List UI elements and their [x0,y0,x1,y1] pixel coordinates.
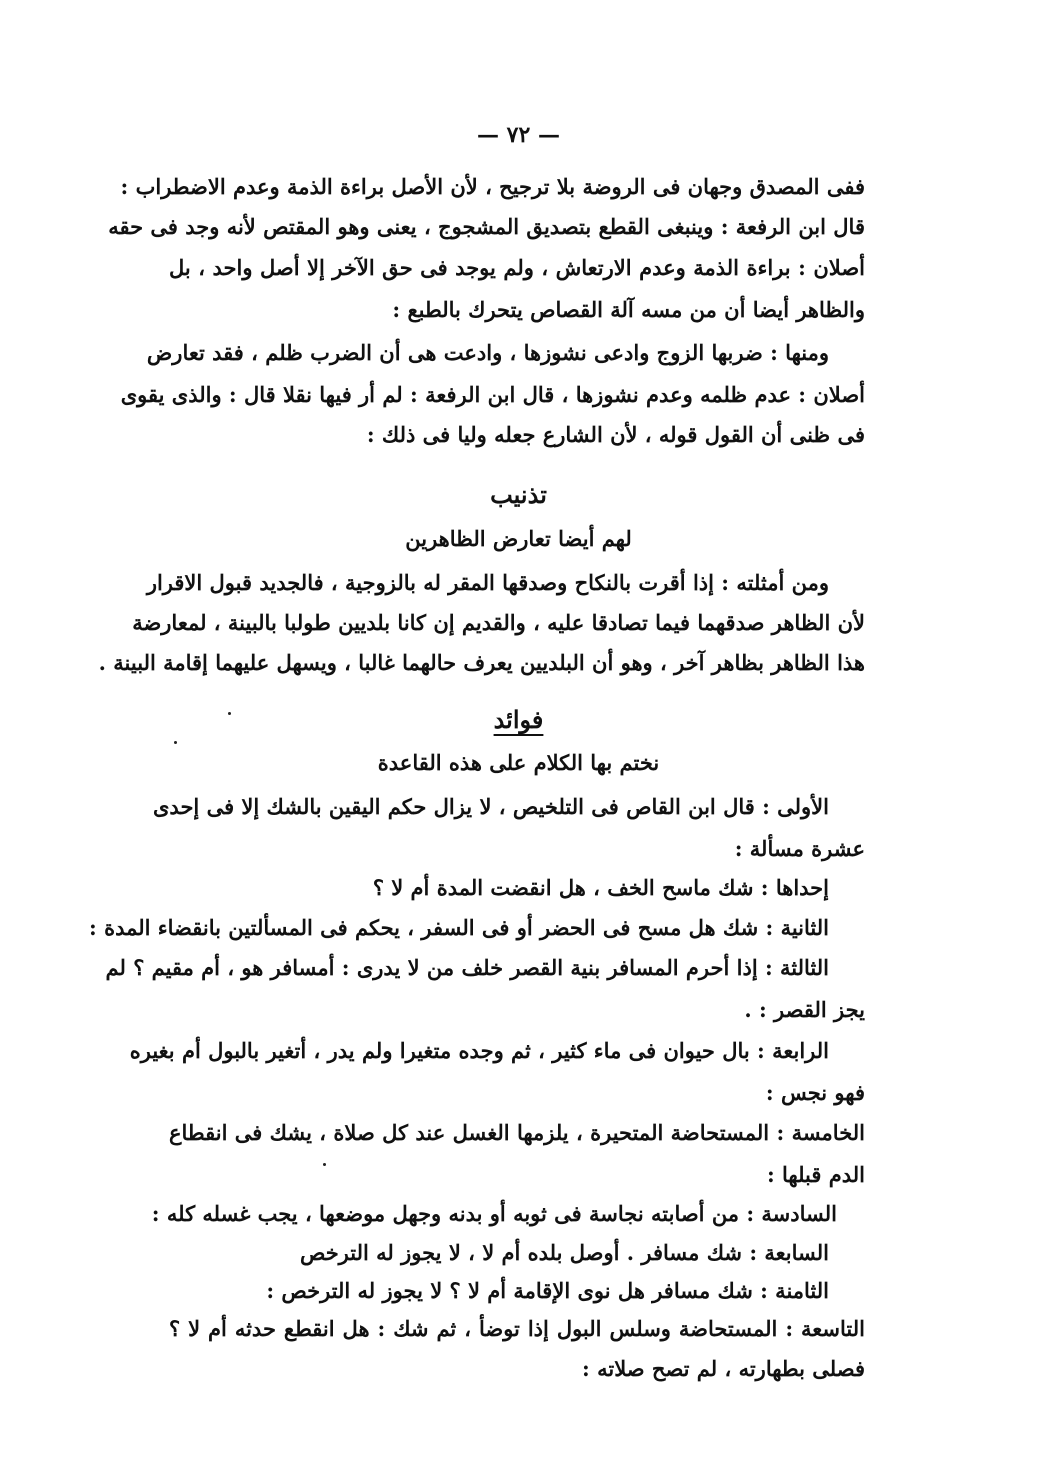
text-line: عشرة مسألة : [734,836,865,861]
text-line: والظاهر أيضا أن من مسه آلة القصاص يتحرك بالطبع : [392,297,865,322]
section-subtitle: لهم أيضا تعارض الظاهرين [405,526,632,551]
ink-speck [174,741,177,744]
list-item: الخامسة : المستحاضة المتحيرة ، يلزمها الغسل عند كل صلاة ، يشك فى انقطاع [169,1120,865,1145]
text-line: الأولى : قال ابن القاص فى التلخيص ، لا يزال حكم اليقين بالشك إلا فى إحدى [152,794,829,819]
ink-speck [228,712,231,715]
list-item: الثانية : شك هل مسح فى الحضر أو فى السفر ، يحكم فى المسألتين بانقضاء المدة : [89,915,829,940]
list-item: الثامنة : شك مسافر هل نوى الإقامة أم لا ؟ لا يجوز له الترخص : [266,1278,829,1303]
list-item-continuation: الدم قبلها : [766,1162,865,1187]
list-item: السابعة : شك مسافر . أوصل بلده أم لا ، لا يجوز له الترخص [299,1240,829,1265]
text-line: أصلان : براءة الذمة وعدم الارتعاش ، ولم يوجد فى حق الآخر إلا أصل واحد ، بل [169,255,865,280]
text-line: أصلان : عدم ظلمه وعدم نشوزها ، قال ابن الرفعة : لم أر فيها نقلا قال : والذى يقوى [120,382,865,407]
section-title: فوائد [493,705,544,734]
list-item: التاسعة : المستحاضة وسلس البول إذا توضأ ، ثم شك : هل انقطع حدثه أم لا ؟ [169,1316,865,1341]
list-item: الثالثة : إذا أحرم المسافر بنية القصر خلف من لا يدرى : أمسافر هو ، أم مقيم ؟ لم [105,955,829,980]
list-item: الرابعة : بال حيوان فى ماء كثير ، ثم وجده متغيرا ولم يدر ، أتغير بالبول أم بغيره [129,1038,829,1063]
list-item-continuation: فهو نجس : [765,1080,865,1105]
list-item: إحداها : شك ماسح الخف ، هل انقضت المدة أم لا ؟ [372,875,829,900]
list-item-continuation: فصلى بطهارته ، لم تصح صلاته : [582,1356,865,1381]
text-line: قال ابن الرفعة : وينبغى القطع بتصديق المشجوج ، يعنى وهو المقتص لأنه وجد فى حقه [108,214,865,239]
text-line: فى ظنى أن القول قوله ، لأن الشارع جعله وليا فى ذلك : [366,422,865,447]
section-subtitle: نختم بها الكلام على هذه القاعدة [377,750,660,775]
text-line: ومنها : ضربها الزوج وادعى نشوزها ، وادعت هى أن الضرب ظلم ، فقد تعارض [146,340,829,365]
text-line: ومن أمثلته : إذا أقرت بالنكاح وصدقها المقر له بالزوجية ، فالجديد قبول الاقرار [146,570,829,595]
page-number: — ٧٢ — [477,122,560,148]
section-title: تذنيب [490,480,547,509]
text-line: ففى المصدق وجهان فى الروضة بلا ترجيح ، لأن الأصل براءة الذمة وعدم الاضطراب : [120,174,865,199]
list-item-continuation: يجز القصر : . [744,997,865,1022]
text-line: لأن الظاهر صدقهما فيما تصادقا عليه ، والقديم إن كانا بلديين طولبا بالبينة ، لمعارضة [132,610,865,635]
list-item: السادسة : من أصابته نجاسة فى ثوبه أو بدنه وجهل موضعها ، يجب غسله كله : [151,1201,837,1226]
text-line: هذا الظاهر بظاهر آخر ، وهو أن البلديين يعرف حالهما غالبا ، ويسهل عليهما إقامة البينة . [98,650,865,675]
